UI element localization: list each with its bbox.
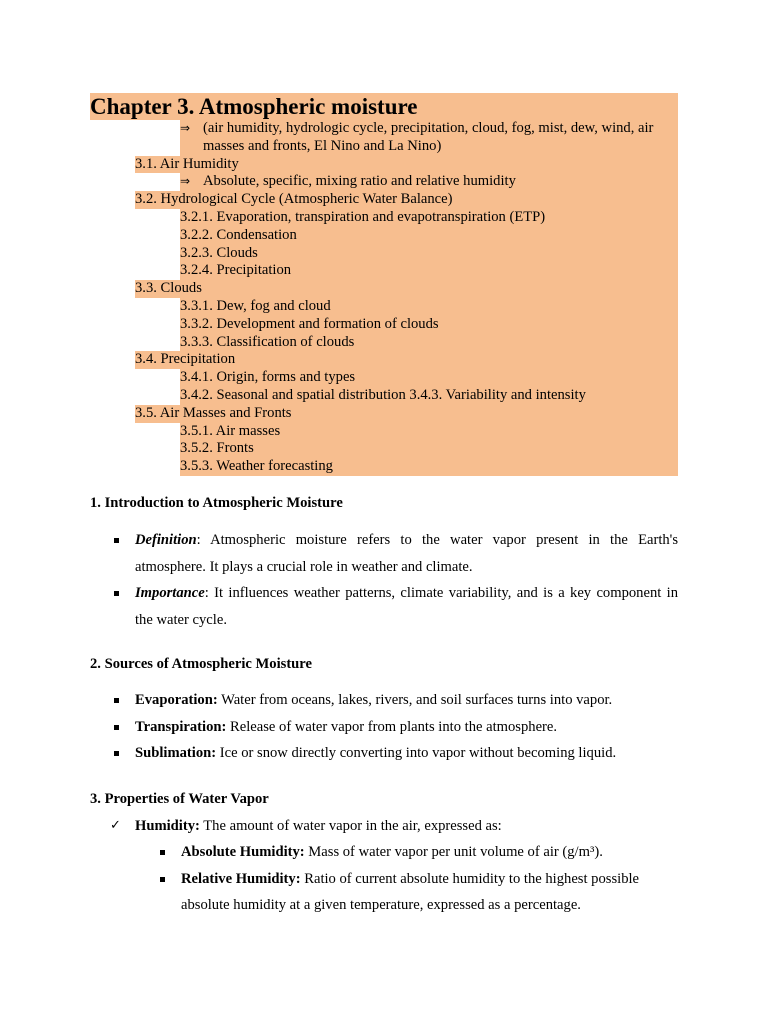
importance-text: : It influences weather patterns, climate variability, and is a key component in the water cycle. [135,585,678,628]
square-bullet-icon [114,591,119,596]
importance-term: Importance [135,585,205,601]
section-heading-properties: 3. Properties of Water Vapor [90,791,269,807]
definition-text: : Atmospheric moisture refers to the water vapor present in the Earth's atmosphere. It plays a crucial role in weather and climate. [135,532,678,575]
sublimation-term: Sublimation: [135,745,217,761]
checkmark-icon: ✓ [110,818,121,833]
list-item [135,714,678,741]
square-bullet-icon [114,538,119,543]
outline-item-3-3: 3.3. Clouds [135,280,678,298]
outline-item-3-3-2: 3.3.2. Development and formation of clouds [180,316,678,334]
definition-term: Definition [135,532,197,548]
outline-item-3-5-2: 3.5.2. Fronts [180,440,678,458]
humidity-text: The amount of water vapor in the air, expressed as: [199,818,502,834]
list-item [135,527,678,580]
outline-item-3-2-3: 3.2.3. Clouds [180,245,678,263]
introduction-list [135,527,678,633]
humidity-term: Humidity: [135,818,200,834]
outline-note [180,120,678,156]
outline-note-text: (air humidity, hydrologic cycle, precipitation, cloud, fog, mist, dew, wind, air masses and fronts, El Nino and La Nino) [180,120,678,156]
outline-item-3-4-1: 3.4.1. Origin, forms and types [180,369,678,387]
outline-item-3-2: 3.2. Hydrological Cycle (Atmospheric Water Balance) [135,191,678,209]
humidity-sub-list [181,839,671,919]
outline-item-3-4-2: 3.4.2. Seasonal and spatial distribution 3.4.3. Variability and intensity [180,387,678,405]
outline-item-3-5-3: 3.5.3. Weather forecasting [180,458,678,476]
outline-item-3-2-2: 3.2.2. Condensation [180,227,678,245]
outline-item-3-3-1: 3.3.1. Dew, fog and cloud [180,298,678,316]
right-double-arrow-icon: ⇒ [180,121,191,135]
list-item [135,580,678,633]
list-item [135,687,678,714]
square-bullet-icon [114,751,119,756]
sublimation-text: Ice or snow directly converting into vapor without becoming liquid. [216,745,617,761]
absolute-humidity-term: Absolute Humidity: [181,844,305,860]
outline-item-3-5-1: 3.5.1. Air masses [180,423,678,441]
outline-item-3-5: 3.5. Air Masses and Fronts [135,405,678,423]
outline-item-3-2-4: 3.2.4. Precipitation [180,262,678,280]
square-bullet-icon [160,850,165,855]
outline-item-3-4: 3.4. Precipitation [135,351,678,369]
relative-humidity-term: Relative Humidity: [181,870,301,887]
sources-list [135,687,678,767]
chapter-title: Chapter 3. Atmospheric moisture [90,93,678,120]
evaporation-text: Water from oceans, lakes, rivers, and soil surfaces turns into vapor. [217,692,613,708]
outline-item-3-3-3: 3.3.3. Classification of clouds [180,334,678,352]
chapter-outline [90,93,678,476]
square-bullet-icon [114,725,119,730]
outline-item-3-2-1: 3.2.1. Evaporation, transpiration and evapotranspiration (ETP) [180,209,678,227]
right-double-arrow-icon: ⇒ [180,174,191,189]
list-item [181,866,671,919]
relative-humidity-text: Ratio of current absolute humidity to the highest possible absolute humidity at a given temperature, expressed as a percentage. [181,870,640,913]
square-bullet-icon [160,877,165,882]
list-item [135,740,678,767]
outline-note [180,173,678,191]
list-item [181,839,671,866]
absolute-humidity-text: Mass of water vapor per unit volume of air (g/m³). [304,844,603,860]
section-heading-sources: 2. Sources of Atmospheric Moisture [90,656,312,672]
square-bullet-icon [114,698,119,703]
evaporation-term: Evaporation: [135,692,218,708]
humidity-item [135,813,502,839]
transpiration-text: Release of water vapor from plants into the atmosphere. [226,718,558,735]
outline-note-text: Absolute, specific, mixing ratio and relative humidity [180,173,678,191]
transpiration-term: Transpiration: [135,718,227,735]
outline-item-3-1: 3.1. Air Humidity [135,156,678,174]
section-heading-introduction: 1. Introduction to Atmospheric Moisture [90,495,343,511]
